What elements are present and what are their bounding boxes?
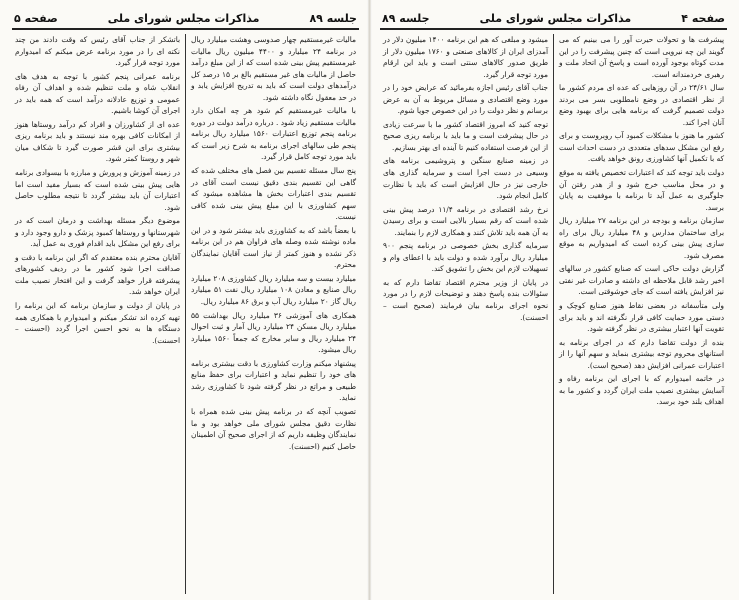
paragraph: پیشرفت ها و تحولات حیرت آور را می بینیم که می گویند این چه نیرویی است که چنین پیشرفت را در این مدت کوتاه بوجود آورده است و پاسخ آن اتحاد ملت و رهبری خردمندانه است. xyxy=(559,35,724,79)
text-column-left xyxy=(12,34,183,594)
session-label: جلسه ۸۹ xyxy=(382,11,430,25)
text-column-left xyxy=(380,34,551,594)
paragraph: کشور ما هنوز با مشکلات کمبود آب روبروست و برای رفع این مشکل سدهای متعددی در دست احداث است که با تکمیل آنها کشاورزی رونق خواهد یافت. xyxy=(559,131,724,164)
paragraph: در پایان از دولت و سازمان برنامه که این برنامه را تهیه کرده اند تشکر میکنم و امیدوارم با همکاری همه دستگاه ها به نحو احسن اجرا گردد (احسنت – احسنت). xyxy=(15,301,180,345)
paragraph: موضوع دیگر مسئله بهداشت و درمان است که در شهرستانها و روستاها کمبود پزشک و دارو وجود دارد و برای رفع این مشکل باید اقدام فوری به عمل آید. xyxy=(15,216,180,249)
paragraph: گزارش دولت حاکی است که صنایع کشور در سالهای اخیر رشد قابل ملاحظه ای داشته و صادرات غیر نفتی نیز افزایش یافته است که جای خوشوقتی است. xyxy=(559,264,724,297)
paragraph: میلیارد بیست و سه میلیارد ریال کشاورزی ۲۰۸ میلیارد ریال صنایع و معادن ۱۰۸ میلیارد ریال نفت ۵۱ میلیارد ریال گاز ۲۰ میلیارد ریال آب و برق ۸۶ میلیارد ریال. xyxy=(191,273,356,307)
right-page xyxy=(370,0,739,600)
paragraph: برنامه عمرانی پنجم کشور با توجه به هدف های انقلاب شاه و ملت تنظیم شده و اهداف آن رفاه عمومی و توزیع عادلانه درآمد است که همه باید در اجرای آن کوشا باشیم. xyxy=(15,71,180,116)
column-divider xyxy=(553,34,554,594)
paragraph: در پایان از وزیر محترم اقتصاد تقاضا دارم که به سئوالات بنده پاسخ دهند و توضیحات لازم را در مورد نحوه اجرای برنامه بیان فرمایند (صحیح است – احسنت). xyxy=(383,277,548,322)
page-header xyxy=(380,8,727,30)
paragraph: سال ۲۴/۶۱ در آن روزهایی که عده ای مردم کشور ما از نظر اقتصادی در وضع نامطلوبی بسر می بردند دولت تصمیم گرفت که برنامه هایی برای بهبود وضع آنان اجرا کند. xyxy=(559,83,724,127)
paragraph: پیشنهاد میکنم وزارت کشاورزی با دقت بیشتری برنامه های خود را تنظیم نماید و اعتبارات برای حفظ منابع طبیعی و مراتع در نظر گرفته شود تا کشاورزی رشد نماید. xyxy=(191,358,356,403)
header-title: مذاکرات مجلس شورای ملی xyxy=(107,11,260,25)
left-page xyxy=(0,0,369,600)
paragraph: با مالیات غیرمستقیم کم شود هر چه امکان دارد مالیات مستقیم زیاد شود . درباره درآمد دولت در دوره برنامه پنجم توزیع اعتبارات ۱۵۶۰ میلیارد ریال برنامه پنجم طی سالهای اجرای برنامه به شرح زیر است که باید مورد توجه کامل قرار گیرد. xyxy=(191,106,356,162)
paragraph: در زمینه صنایع سنگین و پتروشیمی برنامه های وسیعی در دست اجرا است و سرمایه گذاری های خارجی نیز در حال افزایش است که باید با نظارت کامل انجام شود. xyxy=(383,156,548,201)
paragraph: میشود و مبلغی که هم این برنامه ۱۴۰۰ میلیون دلار در آمدزای ایران از کالاهای صنعتی و ۱۷۶۰ میلیون دلار از طریق صدور کالاهای سنتی است و باید این ارقام مورد توجه قرار گیرد. xyxy=(383,35,548,79)
page-number: صفحه ۵ xyxy=(14,11,58,25)
paragraph: سازمان برنامه و بودجه در این برنامه ۲۷ میلیارد ریال برای ساختمان مدارس و ۴۸ میلیارد ریال برای راه سازی پیش بینی کرده است که امیدواریم به موقع مصرف شود. xyxy=(559,216,724,260)
session-label: جلسه ۸۹ xyxy=(309,11,357,25)
text-column-right xyxy=(188,34,359,594)
paragraph: در خاتمه امیدوارم که با اجرای این برنامه رفاه و آسایش بیشتری نصیب ملت ایران گردد و کشور ما به اهداف بلند خود برسد. xyxy=(559,374,724,407)
page-number: صفحه ۴ xyxy=(681,11,725,25)
paragraph: همکاری های آموزشی ۳۶ میلیارد ریال بهداشت ۵۵ میلیارد ریال مسکن ۲۴ میلیارد ریال آمار و ثبت احوال ۲۴ میلیارد ریال و سایر مخارج که جمعاً ۱۵۶۰ میلیارد ریال میشود. xyxy=(191,310,357,355)
paragraph: در زمینه آموزش و پرورش و مبارزه با بیسوادی برنامه هایی پیش بینی شده است که بسیار مفید است اما اعتبارات آن باید بیشتر گردد تا نتیجه مطلوب حاصل شود. xyxy=(15,168,180,212)
paragraph: عده ای از کشاورزان و افراد کم درآمد روستاها هنوز از امکانات کافی بهره مند نیستند و باید برنامه ریزی بیشتری برای این قشر صورت گیرد تا شکاف میان شهر و روستا کمتر شود. xyxy=(15,119,180,164)
text-columns xyxy=(12,34,359,594)
paragraph: توجه کنید که امروز اقتصاد کشور ما با سرعت زیادی در حال پیشرفت است و ما باید با برنامه ریزی صحیح از این فرصت استفاده کنیم تا آینده ای بهتر بسازیم. xyxy=(383,119,548,152)
paragraph: سرمایه گذاری بخش خصوصی در برنامه پنجم ۹۰۰ میلیارد ریال برآورد شده و دولت باید با اعطای وام و تسهیلات لازم این بخش را تشویق کند. xyxy=(383,241,548,274)
text-column-right xyxy=(556,34,727,594)
paragraph: تصویب آنچه که در برنامه پیش بینی شده همراه با نظارت دقیق مجلس شورای ملی خواهد بود و ما نمایندگان وظیفه داریم که از اجرای صحیح آن اطمینان حاصل کنیم (احسنت). xyxy=(191,406,356,451)
paragraph: مالیات غیرمستقیم چهار صدوسی وهشت میلیارد ریال در برنامه ۲۴ میلیارد و ۴۴۰۰ میلیون ریال مالیات غیرمستقیم پیش بینی شده است که از این مبلغ درآمد حاصل از مالیات های غیر مستقیم بالغ بر ۱۵ درصد کل درآمدهای دولت است که باید به تدریج افزایش یابد و در حد معقول نگاه داشته شود. xyxy=(191,35,356,102)
paragraph: جناب آقای رئیس اجازه بفرمائید که عرایض خود را در مورد وضع اقتصادی و مسائل مربوط به آن به عرض برسانم و نظر دولت را در این خصوص جویا شوم. xyxy=(383,83,548,116)
paragraph: دولت باید توجه کند که اعتبارات تخصیص یافته به موقع و در محل مناسب خرج شود و از هدر رفتن آن جلوگیری به عمل آید تا برنامه با موفقیت به پایان برسد. xyxy=(559,168,724,212)
paragraph: پنج سال مسئله تقسیم بین فصل های مختلف شده که گاهی این تقسیم بندی دقیق نیست است آقای در تقسیم بندی اعتبارات بخش ها مشاهده میشود که سهم کشاورزی با این مبلغ پیش بینی شده کافی نیست. xyxy=(191,166,356,222)
paragraph: آقایان محترم بنده معتقدم که اگر این برنامه با دقت و صداقت اجرا شود کشور ما در ردیف کشورهای پیشرفته قرار خواهد گرفت و این افتخار نصیب ملت ایران خواهد شد. xyxy=(15,252,180,297)
page-header xyxy=(12,8,359,30)
text-columns xyxy=(380,34,727,594)
column-divider xyxy=(185,34,186,594)
paragraph: بنده از دولت تقاضا دارم که در اجرای برنامه به استانهای محروم توجه بیشتری بنماید و سهم آنها را از اعتبارات عمرانی افزایش دهد (صحیح است). xyxy=(559,337,724,370)
paragraph: ولی متأسفانه در بعضی نقاط هنوز صنایع کوچک و دستی مورد حمایت کافی قرار نگرفته اند و باید برای تقویت آنها اعتبار بیشتری در نظر گرفته شود. xyxy=(559,301,724,334)
paragraph: باتشکر از جناب آقای رئیس که وقت دادند من چند نکته ای را در مورد برنامه عرض میکنم که امیدوارم مورد توجه قرار گیرد. xyxy=(15,35,180,68)
paragraph: نرخ رشد اقتصادی در برنامه ۱۱/۴ درصد پیش بینی شده است که رقم بسیار بالایی است و برای رسیدن به آن همه باید تلاش کنند و همکاری لازم را بنمایند. xyxy=(383,204,549,237)
paragraph: با بعضاً باشد که به کشاورزی باید بیشتر شود و در این ماده نوشته شده وصله های فراوان هم در این برنامه ذکر نشده و هنوز کمتر از نیاز است آقایان نمایندگان محترم. xyxy=(191,225,356,270)
header-title: مذاکرات مجلس شورای ملی xyxy=(479,11,632,25)
